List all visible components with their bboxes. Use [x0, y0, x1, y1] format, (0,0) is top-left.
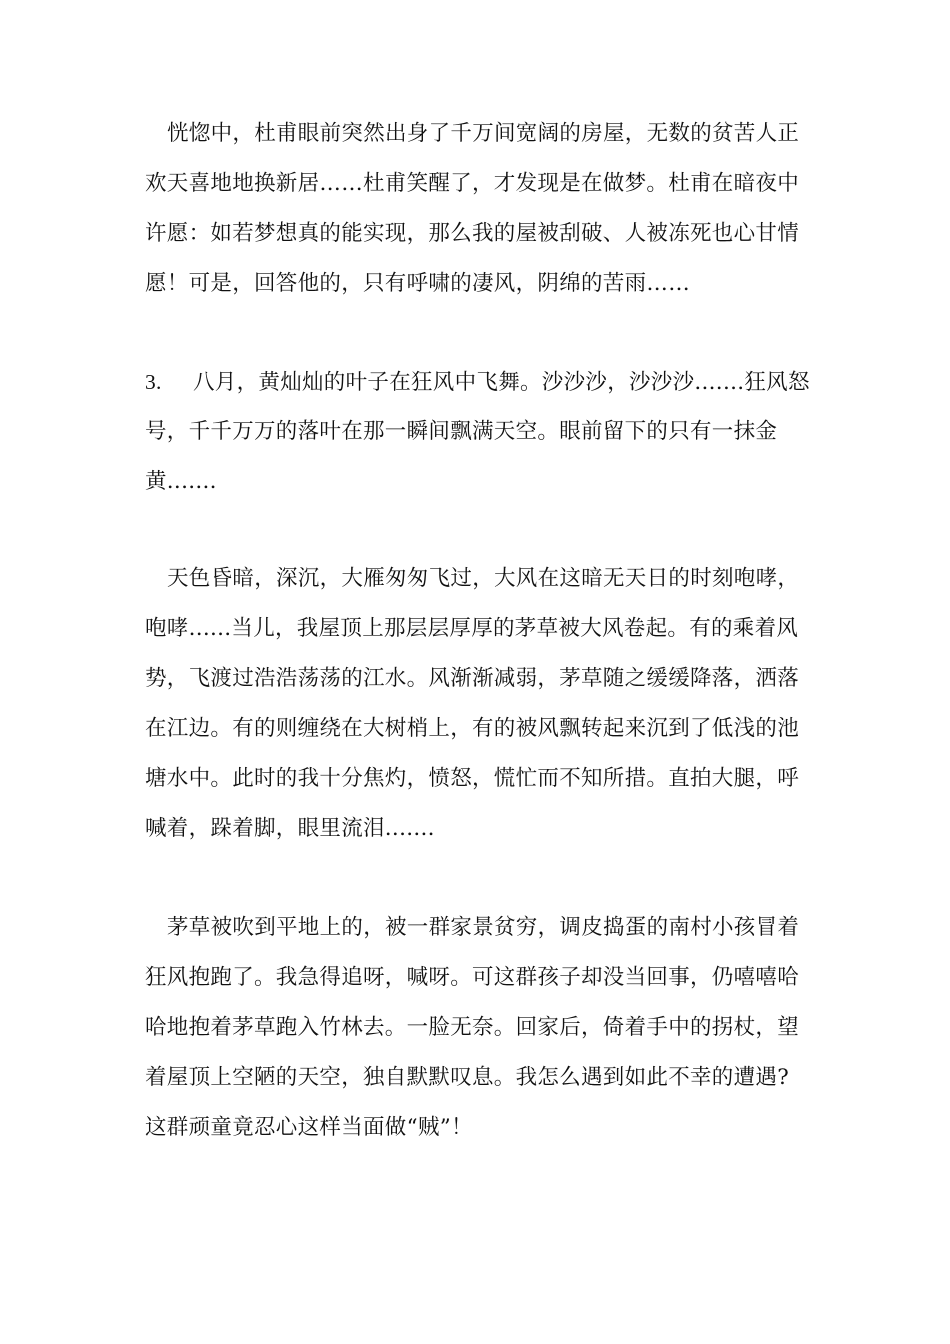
- text-line: 着屋顶上空陋的天空，独自默默叹息。我怎么遇到如此不幸的遭遇?: [145, 1065, 790, 1090]
- text-line: 愿！可是，回答他的，只有呼啸的凄风，阴绵的苦雨……: [145, 271, 691, 296]
- text-line: 号，千千万万的落叶在那一瞬间飘满天空。眼前留下的只有一抹金: [145, 419, 778, 444]
- paragraph-1: [145, 109, 810, 309]
- text-line: 茅草被吹到平地上的，被一群家景贫穷，调皮捣蛋的南村小孩冒着: [167, 915, 800, 940]
- text-line: 天色昏暗，深沉，大雁匆匆飞过，大风在这暗无天日的时刻咆哮，: [167, 566, 800, 591]
- paragraph-3: [145, 554, 810, 854]
- text-line: 塘水中。此时的我十分焦灼，愤怒，慌忙而不知所措。直拍大腿，呼: [145, 766, 800, 791]
- text-line: 恍惚中，杜甫眼前突然出身了千万间宽阔的房屋，无数的贫苦人正: [167, 121, 800, 146]
- text-line: 这群顽童竟忍心这样当面做“贼”！: [145, 1115, 473, 1140]
- text-line: 欢天喜地地换新居……杜甫笑醒了，才发现是在做梦。杜甫在暗夜中: [145, 171, 800, 196]
- list-number: 3.: [145, 370, 162, 394]
- text-line: 喊着，跺着脚，眼里流泪.......: [145, 816, 435, 841]
- paragraph-4: [145, 903, 810, 1153]
- text-line-content: 八月，黄灿灿的叶子在狂风中飞舞。沙沙沙，沙沙沙.......狂风怒: [193, 370, 810, 395]
- paragraph-2: [145, 357, 810, 507]
- text-line: [145, 357, 810, 407]
- text-line: 黄.......: [145, 469, 217, 494]
- text-line: 咆哮......当儿，我屋顶上那层层厚厚的茅草被大风卷起。有的乘着风: [145, 616, 799, 641]
- text-line: 势，飞渡过浩浩荡荡的江水。风渐渐减弱，茅草随之缓缓降落，洒落: [145, 666, 800, 691]
- text-line: 许愿：如若梦想真的能实现，那么我的屋被刮破、人被冻死也心甘情: [145, 221, 800, 246]
- text-line: 在江边。有的则缠绕在大树梢上，有的被风飘转起来沉到了低浅的池: [145, 716, 800, 741]
- text-line: 狂风抱跑了。我急得追呀，喊呀。可这群孩子却没当回事，仍嘻嘻哈: [145, 965, 800, 990]
- text-line: 哈地抱着茅草跑入竹林去。一脸无奈。回家后，倚着手中的拐杖，望: [145, 1015, 800, 1040]
